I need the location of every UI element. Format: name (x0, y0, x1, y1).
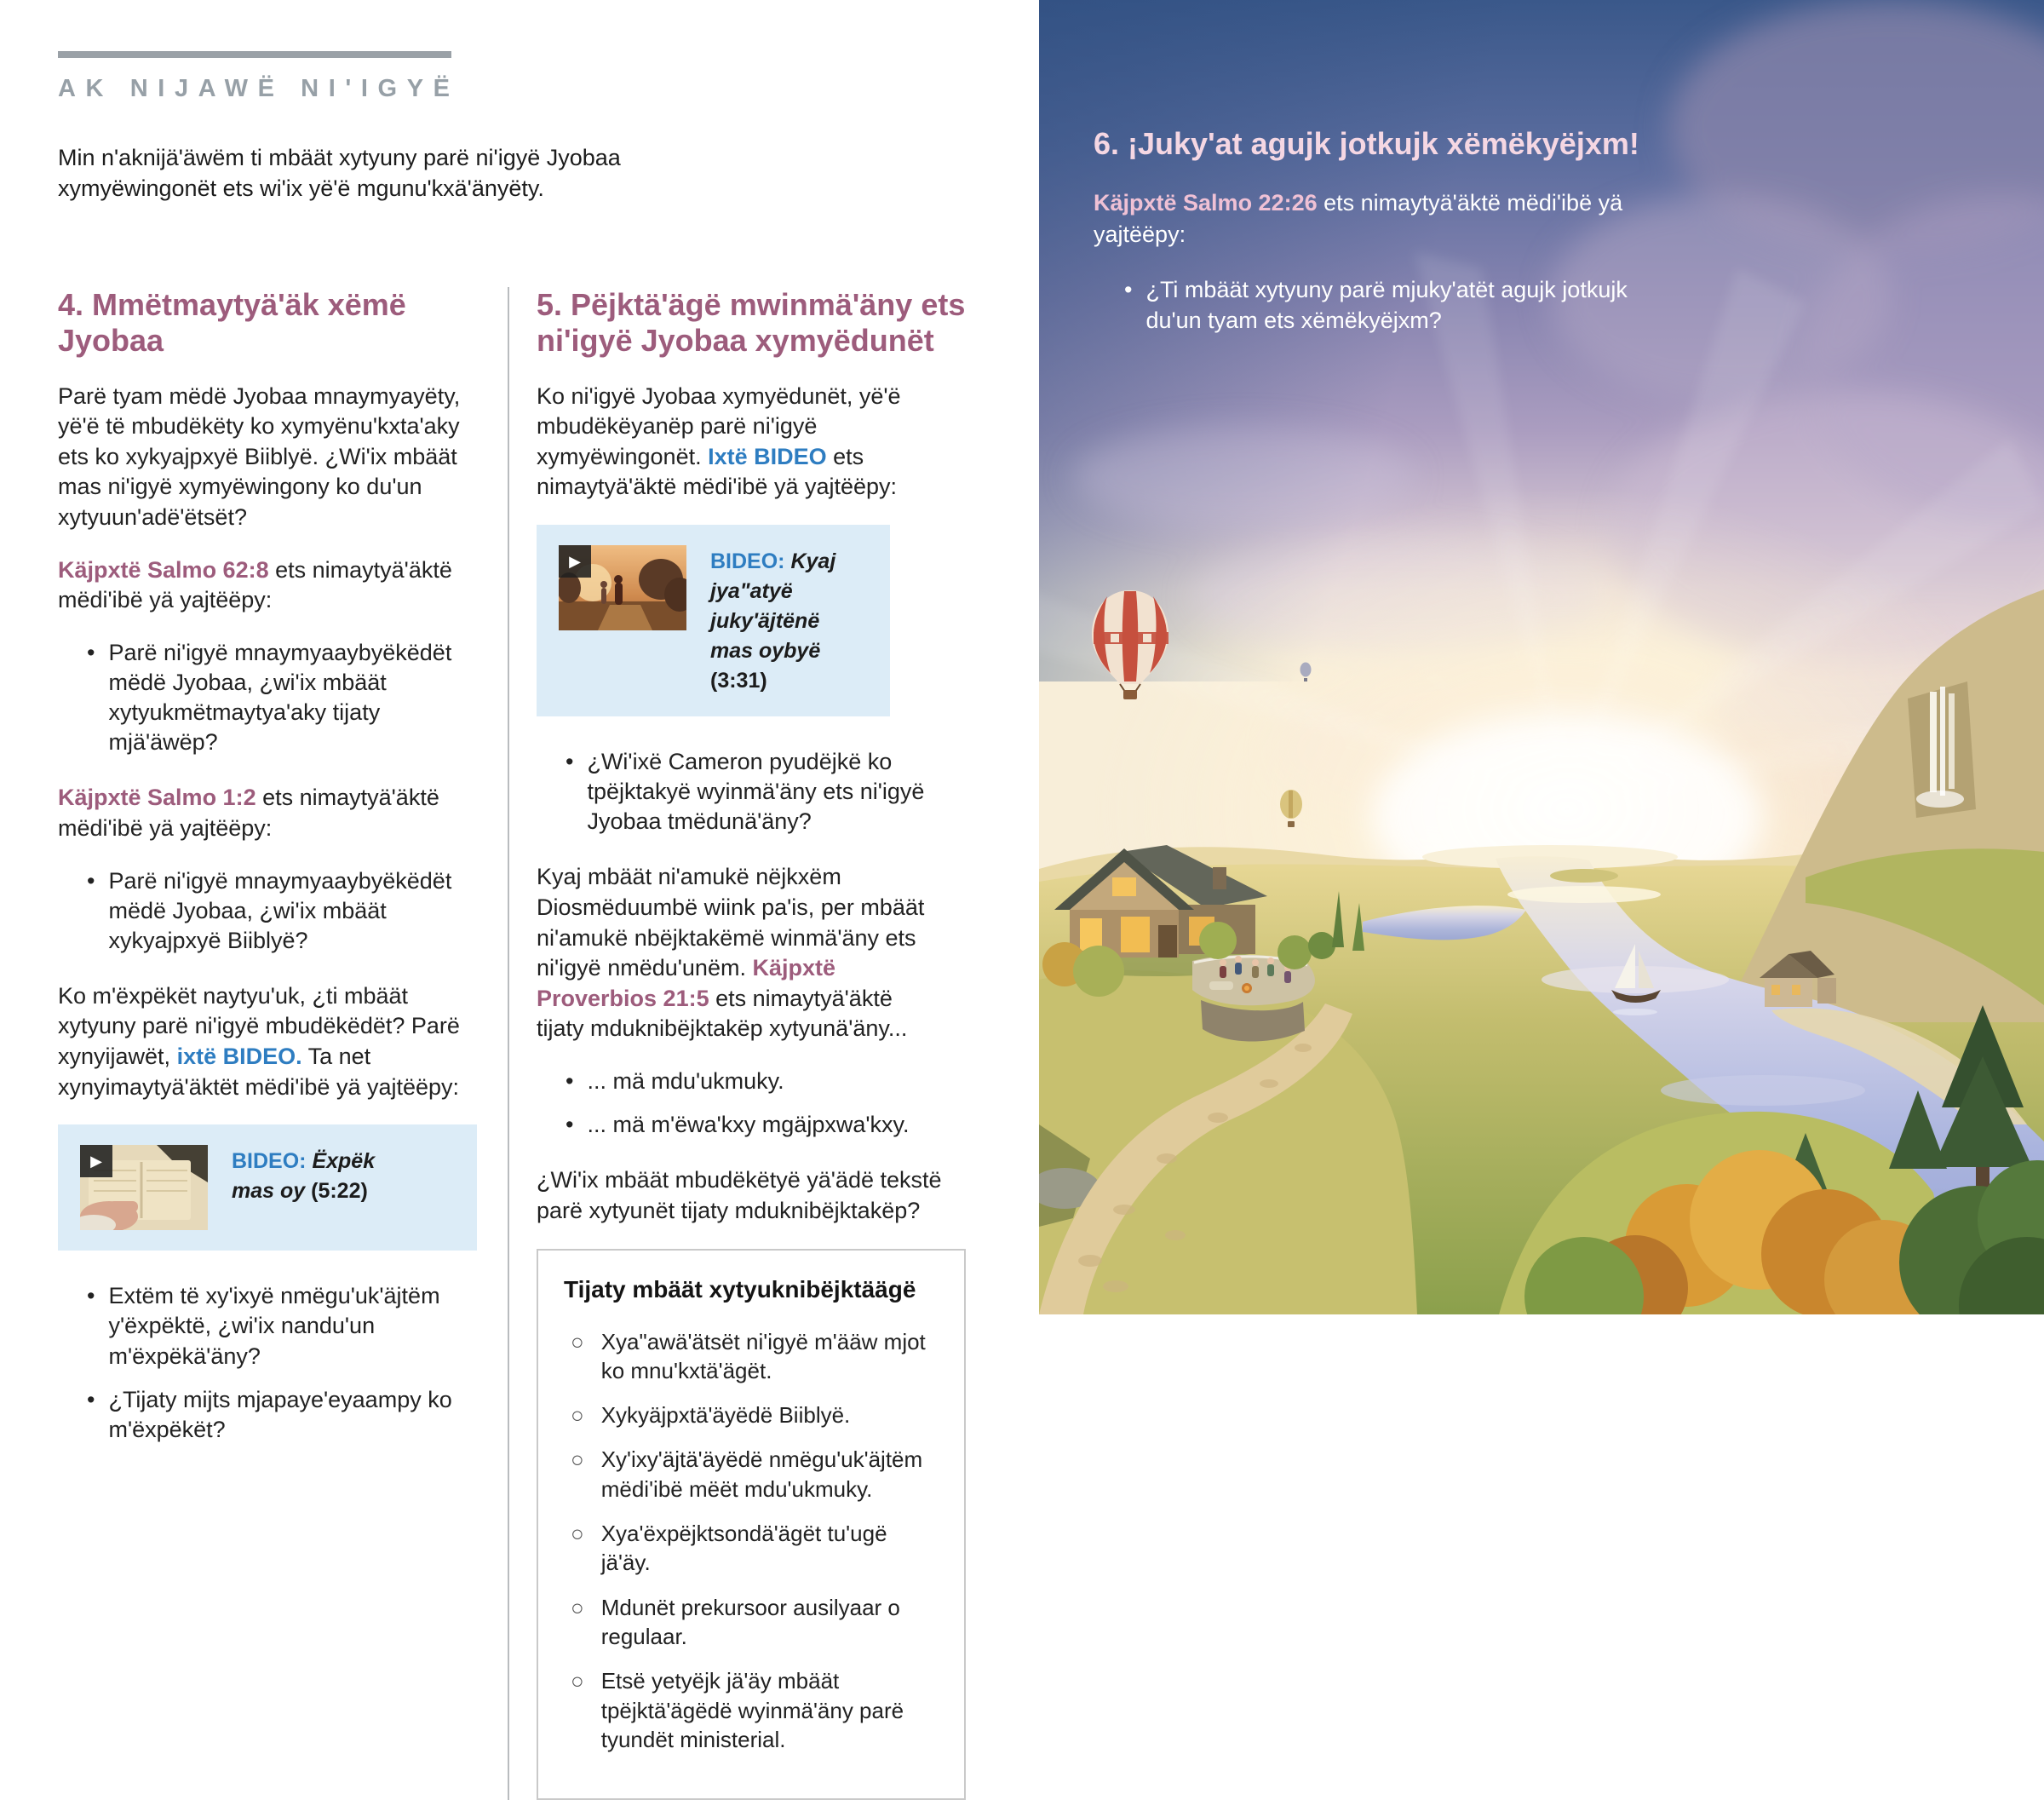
bullet-icon: • (1124, 276, 1133, 302)
bullet-item (566, 1110, 967, 1140)
video-title: Ëxpëk mas oy (232, 1149, 376, 1204)
scripture-reference[interactable]: Käjpxtë Proverbios 21:5 (537, 955, 836, 1011)
paragraph-text: Ko ni'igyë Jyobaa xymyëdunët, yë'ë mbudëkëyanëp parë ni'igyë xymyëwingonët. (537, 382, 901, 469)
bullet-list (537, 1067, 967, 1140)
video-caption (710, 545, 868, 696)
bullet-list (1094, 274, 1647, 336)
section-5-paragraph-1 (537, 382, 945, 503)
section-6-scripture-lead (1094, 187, 1647, 251)
bullet-icon: • (87, 639, 95, 665)
goal-text: Xy'ixy'äjtä'äyëdë nmëgu'uk'äjtëm mëdi'ibë mëët mdu'ukmuky. (600, 1446, 923, 1502)
section-4 (58, 287, 477, 1800)
chimney (1213, 867, 1226, 889)
video-card-expek-mas-oy[interactable] (58, 1124, 477, 1251)
scripture-lead-1 (58, 555, 477, 616)
goal-item (571, 1519, 939, 1578)
circle-bullet-icon: ○ (571, 1521, 584, 1547)
bullet-item (87, 1281, 477, 1371)
bullet-item (87, 866, 477, 956)
goals-box (537, 1249, 966, 1800)
play-icon[interactable]: ▶ (80, 1145, 112, 1177)
bullet-text: Parë ni'igyë mnaymyaaybyëkëdët mëdë Jyobaa, ¿wi'ix mbäät xykyajpxyë Biiblyë? (108, 867, 452, 953)
intro-paragraph: Min n'aknijä'äwëm ti mbäät xytyuny parë ni'igyë Jyobaa xymyëwingonët ets wi'ix yë'ë mgunu'kxä'änyëty. (58, 145, 621, 202)
section-4-paragraph-1: Parë tyam mëdë Jyobaa mnaymyayëty, yë'ë të mbudëkëty ko xymyënu'kxta'aky ets ko xykyajpxyë Biiblyë. ¿Wi'ix mbäät mas ni'igyë xymyëwingony ko du'un xytyuun'adë'ëtsët? (58, 382, 461, 531)
goal-item (571, 1445, 939, 1504)
scripture-lead-text: ets nimaytyä'äktë mëdi'ibë yä yajtëëpy: (58, 556, 452, 613)
bullet-text: ¿Wi'ixë Cameron pyudëjkë ko tpëjktakyë wyinmä'äny ets ni'igyë Jyobaa tmëdunä'äny? (587, 749, 925, 835)
paragraph-text: Ta net xynyimaytyä'äktët mëdi'ibë yä yajtëëpy: (58, 1044, 460, 1100)
bullet-text: Extëm të xy'ixyë nmëgu'uk'äjtëm y'ëxpëktë, ¿wi'ix nandu'un m'ëxpëkä'äny? (108, 1283, 440, 1369)
bullet-item (87, 1385, 477, 1445)
bullet-list (58, 1281, 477, 1444)
play-icon[interactable]: ▶ (559, 545, 591, 578)
bullet-icon: • (87, 1386, 95, 1412)
section-4-paragraph-2 (58, 981, 477, 1103)
circle-bullet-icon: ○ (571, 1594, 584, 1620)
goal-text: Etsë yetyëjk jä'äy mbäät tpëjktä'ägëdë wyinmä'äny parë tyundët ministerial. (600, 1668, 904, 1752)
paragraph-text: Kyaj mbäät ni'amukë nëjkxëm Diosmëduumbë wiink pa'is, per mbäät ni'amukë nbëjktakëmë winmä'äny ets ni'igyë nmëdu'unëm. (537, 864, 925, 981)
bullet-text: ... mä mdu'ukmuky. (587, 1068, 784, 1095)
bullet-item (1124, 274, 1647, 336)
goal-item (571, 1593, 939, 1652)
bullet-icon: • (87, 1283, 95, 1309)
bullet-list (58, 638, 477, 757)
video-link[interactable]: ixtë BIDEO. (176, 1044, 302, 1070)
video-link[interactable]: Ixtë BIDEO (708, 443, 827, 469)
paragraph-text: Ko m'ëxpëkët naytyu'uk, ¿ti mbäät xytyuny parë ni'igyë mbudëkëdët? Parë xynyijawët, (58, 982, 460, 1070)
bullet-item (566, 1067, 967, 1096)
scripture-lead-text: ets nimaytyä'äktë mëdi'ibë yä yajtëëpy: (58, 785, 439, 841)
goal-text: Xya'ëxpëjktsondä'ägët tu'ugë jä'äy. (600, 1521, 887, 1576)
bullet-item (87, 638, 477, 757)
section-6-panel (1039, 0, 2044, 1314)
section-5-paragraph-2 (537, 862, 945, 1044)
two-column-layout (58, 287, 1039, 1800)
bullet-list (58, 866, 477, 956)
scripture-reference[interactable]: Käjpxtë Salmo 22:26 (1094, 190, 1318, 216)
scripture-lead-text: ets nimaytyä'äktë mëdi'ibë yä yajtëëpy: (1094, 190, 1623, 248)
bullet-icon: • (87, 867, 95, 894)
kicker-title: AK NIJAWË NI'IGYË (58, 75, 460, 102)
video-duration: (5:22) (311, 1179, 368, 1204)
video-label: BIDEO: (232, 1149, 307, 1174)
video-label: BIDEO: (710, 549, 785, 574)
video-card-kyaj-jyaatye[interactable] (537, 525, 890, 716)
study-page (0, 0, 1039, 1752)
video-duration: (3:31) (710, 669, 767, 693)
bullet-icon: • (566, 749, 574, 775)
kicker-bar (58, 51, 451, 58)
goal-text: Xykyäjpxtä'äyëdë Biiblyë. (600, 1402, 851, 1429)
paragraph-text: ets nimaytyä'äktë mëdi'ibë yä yajtëëpy: (537, 443, 898, 500)
scripture-reference[interactable]: Käjpxtë Salmo 62:8 (58, 556, 269, 583)
goal-text: Xya"awä'ätsët ni'igyë m'ääw mjot ko mnu'kxtä'ägët. (600, 1328, 926, 1383)
goal-text: Mdunët prekursoor ausilyaar o regulaar. (600, 1594, 900, 1650)
video-thumbnail[interactable] (80, 1145, 208, 1230)
bullet-text: ¿Ti mbäät xytyuny parë mjuky'atët agujk jotkujk du'un tyam ets xëmëkyëjxm? (1145, 276, 1628, 333)
bullet-list (537, 747, 967, 837)
goal-item (571, 1327, 939, 1386)
section-6-heading: 6. ¡Juky'at agujk jotkujk xëmëkyëjxm! (1094, 126, 1639, 161)
bullet-text: ¿Tijaty mijts mjapaye'eyaampy ko m'ëxpëkët? (108, 1386, 452, 1442)
section-5-paragraph-3: ¿Wi'ix mbäät mbudëkëtyë yä'ädë tekstë parë xytyunët tijaty mduknibëjktakëp? (537, 1167, 942, 1223)
bullet-icon: • (566, 1068, 574, 1095)
circle-bullet-icon: ○ (571, 1668, 584, 1694)
bullet-text: Parë ni'igyë mnaymyaaybyëkëdët mëdë Jyobaa, ¿wi'ix mbäät xytyukmëtmaytya'aky tijaty mjä'äwëp? (108, 639, 452, 756)
goals-list (564, 1327, 939, 1755)
circle-bullet-icon: ○ (571, 1328, 584, 1354)
video-thumbnail[interactable] (559, 545, 686, 630)
section-6 (1094, 126, 1647, 336)
circle-bullet-icon: ○ (571, 1402, 584, 1429)
video-title: Kyaj jya"atyë juky'äjtënë mas oybyë (710, 549, 836, 664)
section-4-heading: 4. Mmëtmaytyä'äk xëmë Jyobaa (58, 287, 406, 359)
paragraph-text: ets nimaytyä'äktë tijaty mduknibëjktakëp xytyunä'äny... (537, 985, 908, 1042)
bullet-item (566, 747, 967, 837)
circle-bullet-icon: ○ (571, 1446, 584, 1473)
video-caption (232, 1145, 423, 1230)
goals-box-title: Tijaty mbäät xytyuknibëjktäägë (564, 1275, 916, 1303)
column-divider (508, 287, 509, 1800)
goal-item (571, 1400, 939, 1429)
scripture-lead-2 (58, 783, 477, 843)
bullet-text: ... mä m'ëwa'kxy mgäjpxwa'kxy. (587, 1112, 910, 1138)
scripture-reference[interactable]: Käjpxtë Salmo 1:2 (58, 785, 256, 811)
goal-item (571, 1666, 939, 1754)
bullet-icon: • (566, 1112, 574, 1138)
section-5-heading: 5. Pëjktä'ägë mwinmä'äny ets ni'igyë Jyobaa xymyëdunët (537, 287, 966, 359)
waterfall (1908, 681, 1976, 818)
section-5 (537, 287, 967, 1800)
